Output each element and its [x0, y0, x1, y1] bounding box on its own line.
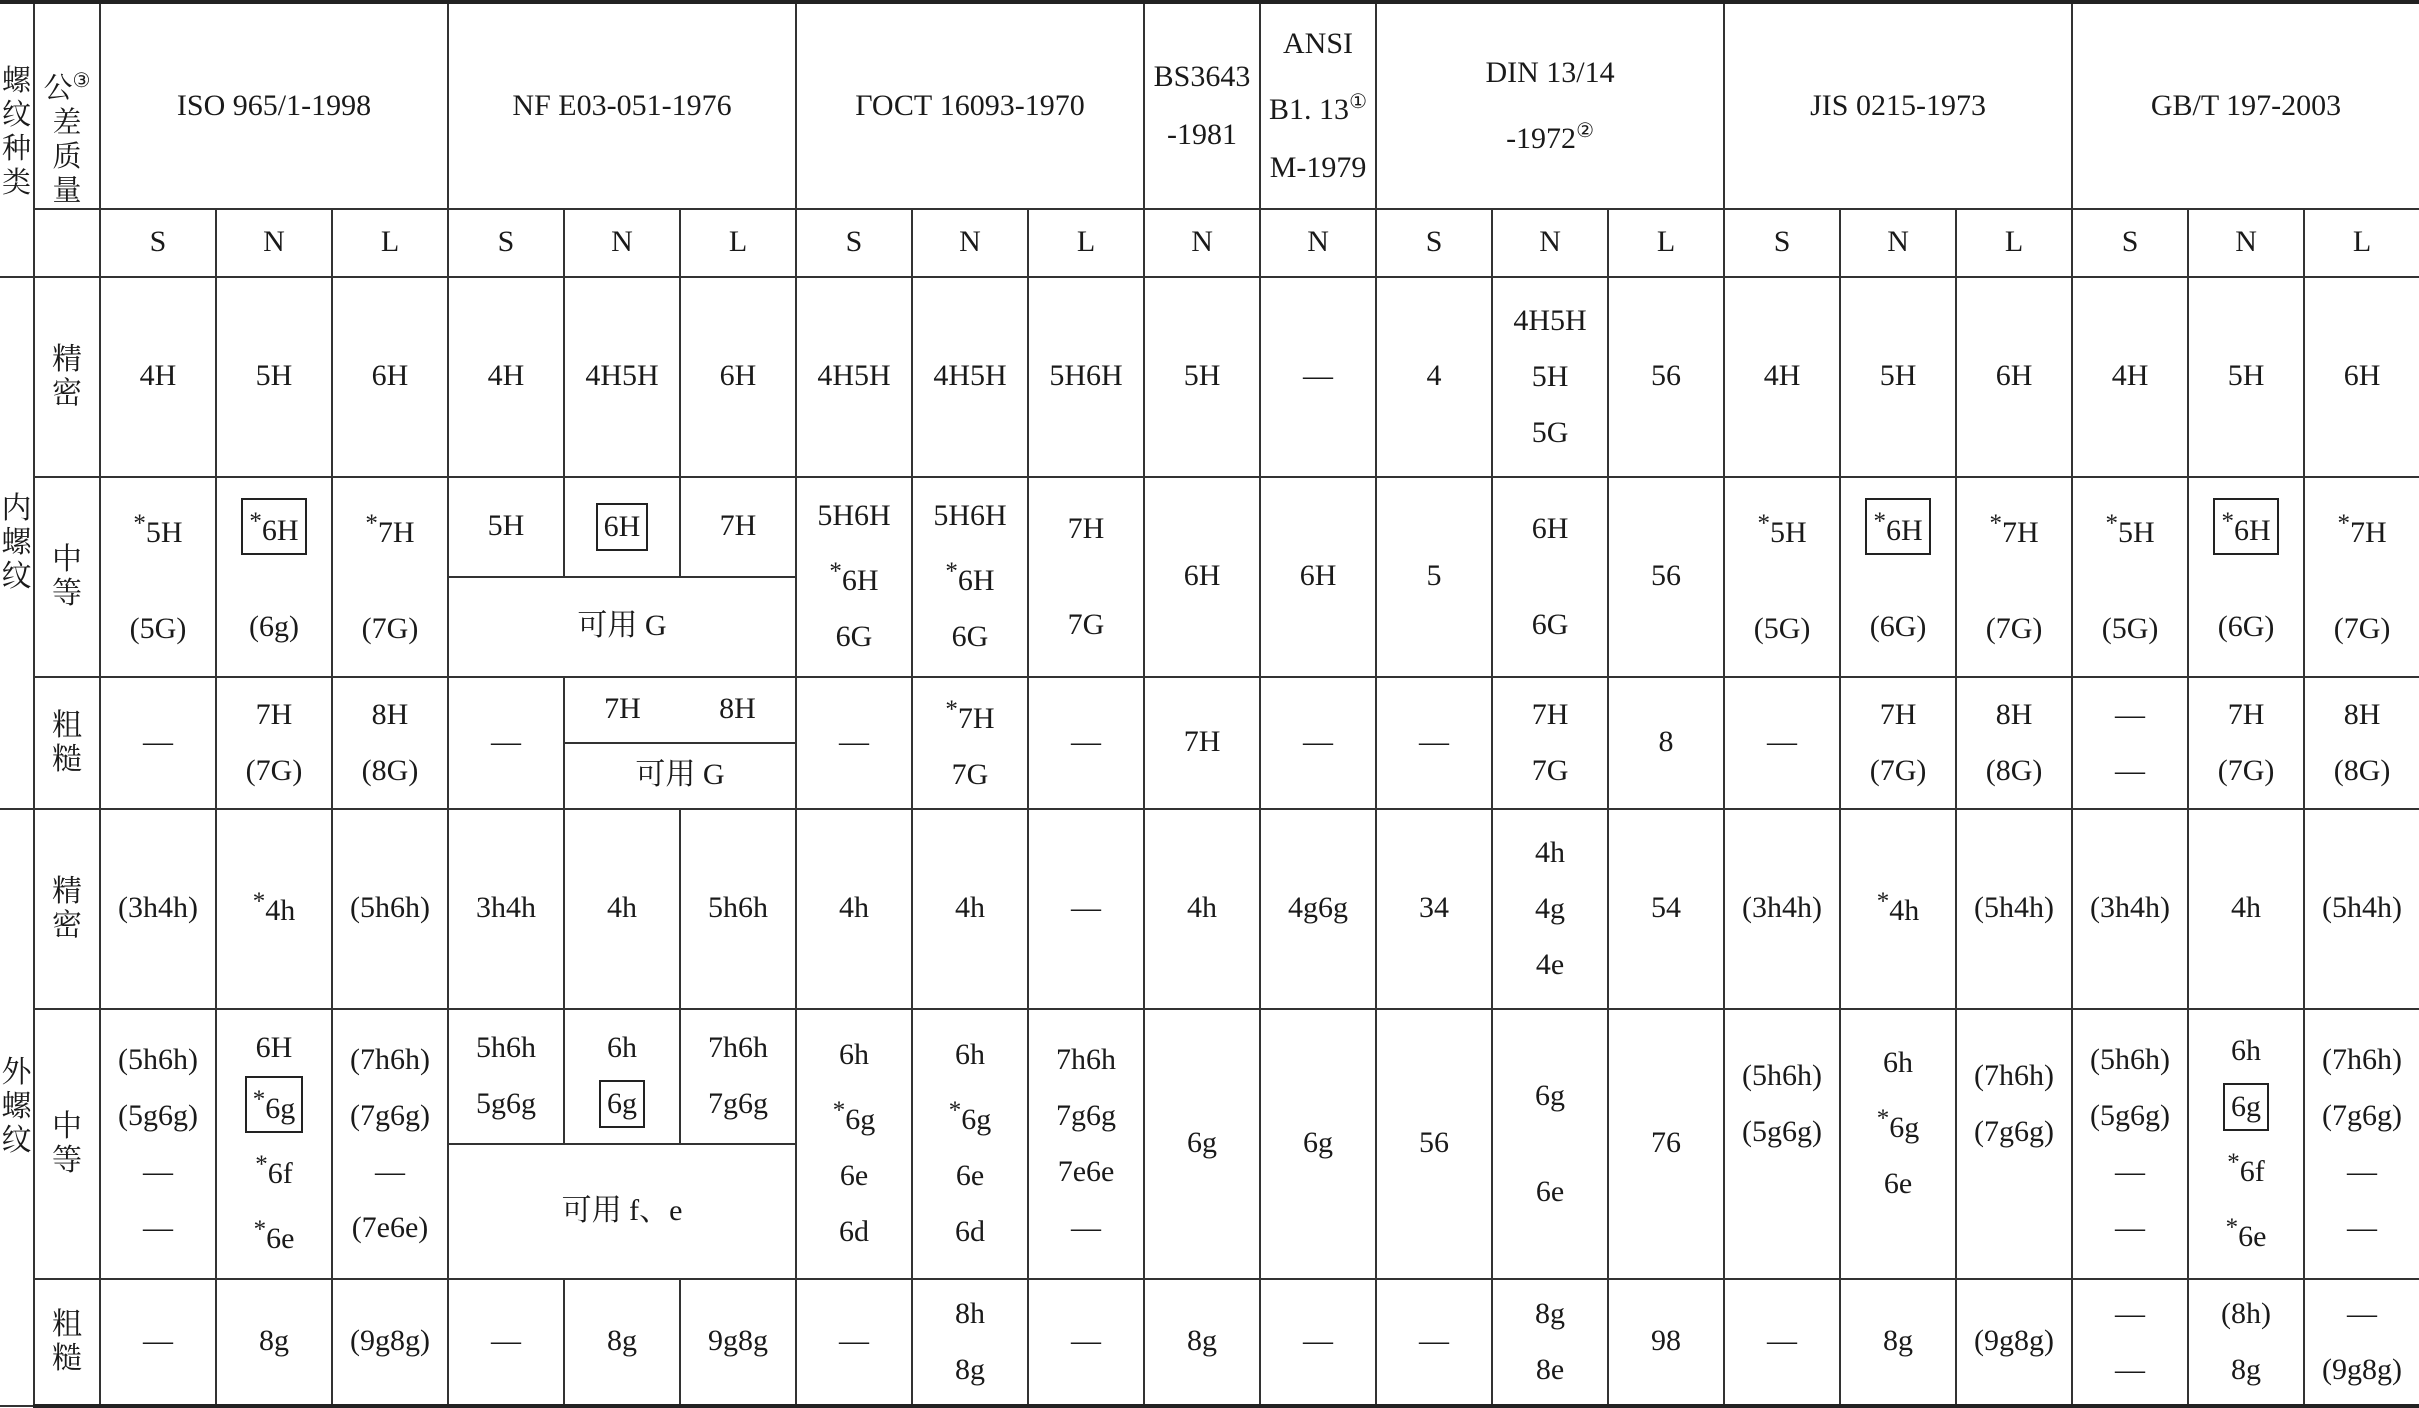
cell: 6h 6g: [564, 1009, 680, 1144]
cell: *5H (5G): [1724, 477, 1840, 677]
grade-n: N: [2188, 209, 2304, 277]
cell: 5h6h 5g6g: [448, 1009, 564, 1144]
cell: —: [1724, 1279, 1840, 1406]
grade-s: S: [448, 209, 564, 277]
grade-l: L: [1956, 209, 2072, 277]
nf-usable-fe-note: 可用 f、e: [448, 1144, 796, 1279]
cell: 4h: [912, 809, 1028, 1009]
cell: 6H: [564, 477, 680, 577]
cell: 5H: [1144, 277, 1260, 477]
cell: 4H: [2072, 277, 2188, 477]
cell: *5H (5G): [2072, 477, 2188, 677]
cell: 7H (7G): [2188, 677, 2304, 809]
cell: *6H (6G): [1840, 477, 1956, 677]
grade-l: L: [680, 209, 796, 277]
cell: 7H (7G): [216, 677, 332, 809]
cell: 4h: [2188, 809, 2304, 1009]
cell: (3h4h): [2072, 809, 2188, 1009]
cell: 7H: [1144, 677, 1260, 809]
cell: (3h4h): [1724, 809, 1840, 1009]
cell: *5H (5G): [100, 477, 216, 677]
standard-bs: BS3643 -1981: [1144, 2, 1260, 209]
nf-usable-g-note: 可用 G: [564, 743, 796, 809]
cell: 56: [1608, 477, 1724, 677]
standard-jis: JIS 0215-1973: [1724, 2, 2072, 209]
quality-coarse: 粗 糙: [34, 1279, 100, 1406]
grade-n: N: [1144, 209, 1260, 277]
grade-s: S: [2072, 209, 2188, 277]
grade-s: S: [1724, 209, 1840, 277]
cell: *7H (7G): [1956, 477, 2072, 677]
cell: 6h 6g *6f *6e: [2188, 1009, 2304, 1279]
cell: (5h6h) (5g6g) — —: [100, 1009, 216, 1279]
grade-n: N: [1492, 209, 1608, 277]
cell: 8g: [1840, 1279, 1956, 1406]
cell: 4h: [796, 809, 912, 1009]
grade-n: N: [216, 209, 332, 277]
cell: 76: [1608, 1009, 1724, 1279]
cell: 5H6H *6H 6G: [796, 477, 912, 677]
cell: (5h6h) (5g6g) — —: [2072, 1009, 2188, 1279]
quality-coarse: 粗 糙: [34, 677, 100, 809]
cell: 7h6h 7g6g 7e6e —: [1028, 1009, 1144, 1279]
cell: 4h: [564, 809, 680, 1009]
thread-kind-header: 螺 纹 种 类: [0, 2, 34, 277]
grade-n: N: [1840, 209, 1956, 277]
cell: *6H (6G): [2188, 477, 2304, 677]
grade-s: S: [796, 209, 912, 277]
cell: 6H *6g *6f *6e: [216, 1009, 332, 1279]
cell: 8: [1608, 677, 1724, 809]
cell: (3h4h): [100, 809, 216, 1009]
quality-medium: 中 等: [34, 477, 100, 677]
cell: 4: [1376, 277, 1492, 477]
quality-fine: 精 密: [34, 277, 100, 477]
cell: 4H5H: [796, 277, 912, 477]
cell: 6H: [680, 277, 796, 477]
cell: 5H: [1840, 277, 1956, 477]
grade-s: S: [100, 209, 216, 277]
grade-l: L: [2304, 209, 2419, 277]
cell: —: [1028, 1279, 1144, 1406]
cell: 4H: [448, 277, 564, 477]
cell: 8g: [216, 1279, 332, 1406]
cell: 6H: [1144, 477, 1260, 677]
cell: 7H: [680, 477, 796, 577]
tolerance-quality-header: 公③ 差 质 量: [34, 2, 100, 209]
cell: 3h4h: [448, 809, 564, 1009]
cell: 56: [1376, 1009, 1492, 1279]
cell: (7h6h) (7g6g): [1956, 1009, 2072, 1279]
cell: *4h: [216, 809, 332, 1009]
cell: 7H 7G: [1028, 477, 1144, 677]
cell: 7h6h 7g6g: [680, 1009, 796, 1144]
grade-l: L: [1028, 209, 1144, 277]
cell: 8h 8g: [912, 1279, 1028, 1406]
cell: (5h4h): [2304, 809, 2419, 1009]
grade-n: N: [1260, 209, 1376, 277]
cell: 6h *6g 6e 6d: [912, 1009, 1028, 1279]
cell: 56: [1608, 277, 1724, 477]
grade-n: N: [564, 209, 680, 277]
cell: 4H5H: [564, 277, 680, 477]
cell: 5H6H *6H 6G: [912, 477, 1028, 677]
cell: 6H: [2304, 277, 2419, 477]
cell: —: [796, 1279, 912, 1406]
cell: 8g: [1144, 1279, 1260, 1406]
quality-medium: 中 等: [34, 1009, 100, 1279]
cell: —: [1028, 677, 1144, 809]
cell: 8H (8G): [1956, 677, 2072, 809]
cell: 34: [1376, 809, 1492, 1009]
cell: —: [1376, 1279, 1492, 1406]
cell: *6H (6g): [216, 477, 332, 677]
cell: —: [1376, 677, 1492, 809]
grade-s: S: [1376, 209, 1492, 277]
standard-nf: NF E03-051-1976: [448, 2, 796, 209]
cell: —: [1260, 677, 1376, 809]
cell: 6h *6g 6e: [1840, 1009, 1956, 1279]
cell: 4H5H 5H 5G: [1492, 277, 1608, 477]
cell: 7H 7G: [1492, 677, 1608, 809]
grade-l: L: [332, 209, 448, 277]
cell: 5: [1376, 477, 1492, 677]
cell: 6g 6e: [1492, 1009, 1608, 1279]
cell: 8g 8e: [1492, 1279, 1608, 1406]
cell: —: [1724, 677, 1840, 809]
cell: 5h6h: [680, 809, 796, 1009]
cell: —: [1260, 1279, 1376, 1406]
cell: 4h 4g 4e: [1492, 809, 1608, 1009]
external-thread-label: 外 螺 纹: [0, 809, 34, 1406]
cell: (8h) 8g: [2188, 1279, 2304, 1406]
standard-gb: GB/T 197-2003: [2072, 2, 2419, 209]
cell: —: [100, 1279, 216, 1406]
cell: 5H: [448, 477, 564, 577]
cell: — —: [2072, 1279, 2188, 1406]
cell: 7H 8H: [564, 677, 796, 743]
cell: 4h: [1144, 809, 1260, 1009]
cell: 6H 6G: [1492, 477, 1608, 677]
cell: 9g8g: [680, 1279, 796, 1406]
cell: 6H: [332, 277, 448, 477]
cell: *7H 7G: [912, 677, 1028, 809]
cell: — (9g8g): [2304, 1279, 2419, 1406]
cell: —: [1028, 809, 1144, 1009]
standard-iso: ISO 965/1-1998: [100, 2, 448, 209]
cell: 6g: [1260, 1009, 1376, 1279]
cell: 6H: [1260, 477, 1376, 677]
grade-header-spacer: [34, 209, 100, 277]
cell: *7H (7G): [332, 477, 448, 677]
cell: 4H5H: [912, 277, 1028, 477]
standard-gost: ГОСТ 16093-1970: [796, 2, 1144, 209]
cell: (9g8g): [1956, 1279, 2072, 1406]
cell: 6H: [1956, 277, 2072, 477]
grade-l: L: [1608, 209, 1724, 277]
cell: (9g8g): [332, 1279, 448, 1406]
cell: —: [796, 677, 912, 809]
cell: (5h6h): [332, 809, 448, 1009]
cell: *7H (7G): [2304, 477, 2419, 677]
cell: 6g: [1144, 1009, 1260, 1279]
cell: (5h6h) (5g6g): [1724, 1009, 1840, 1279]
cell: 8g: [564, 1279, 680, 1406]
cell: —: [448, 1279, 564, 1406]
cell: (7h6h) (7g6g) — (7e6e): [332, 1009, 448, 1279]
cell: 5H6H: [1028, 277, 1144, 477]
cell: —: [448, 677, 564, 809]
cell: 4H: [100, 277, 216, 477]
cell: 8H (8G): [2304, 677, 2419, 809]
grade-n: N: [912, 209, 1028, 277]
cell: (7h6h) (7g6g) — —: [2304, 1009, 2419, 1279]
cell: — —: [2072, 677, 2188, 809]
cell: 4H: [1724, 277, 1840, 477]
cell: 98: [1608, 1279, 1724, 1406]
cell: —: [100, 677, 216, 809]
standard-din: DIN 13/14 -1972②: [1376, 2, 1724, 209]
internal-thread-label: 内 螺 纹: [0, 277, 34, 809]
cell: 5H: [2188, 277, 2304, 477]
cell: 5H: [216, 277, 332, 477]
cell: 7H (7G): [1840, 677, 1956, 809]
cell: 6h *6g 6e 6d: [796, 1009, 912, 1279]
standard-ansi: ANSI B1. 13① M-1979: [1260, 2, 1376, 209]
nf-usable-g-note: 可用 G: [448, 577, 796, 677]
cell: *4h: [1840, 809, 1956, 1009]
quality-fine: 精 密: [34, 809, 100, 1009]
cell: (5h4h): [1956, 809, 2072, 1009]
cell: 8H (8G): [332, 677, 448, 809]
cell: 54: [1608, 809, 1724, 1009]
cell: —: [1260, 277, 1376, 477]
cell: 4g6g: [1260, 809, 1376, 1009]
